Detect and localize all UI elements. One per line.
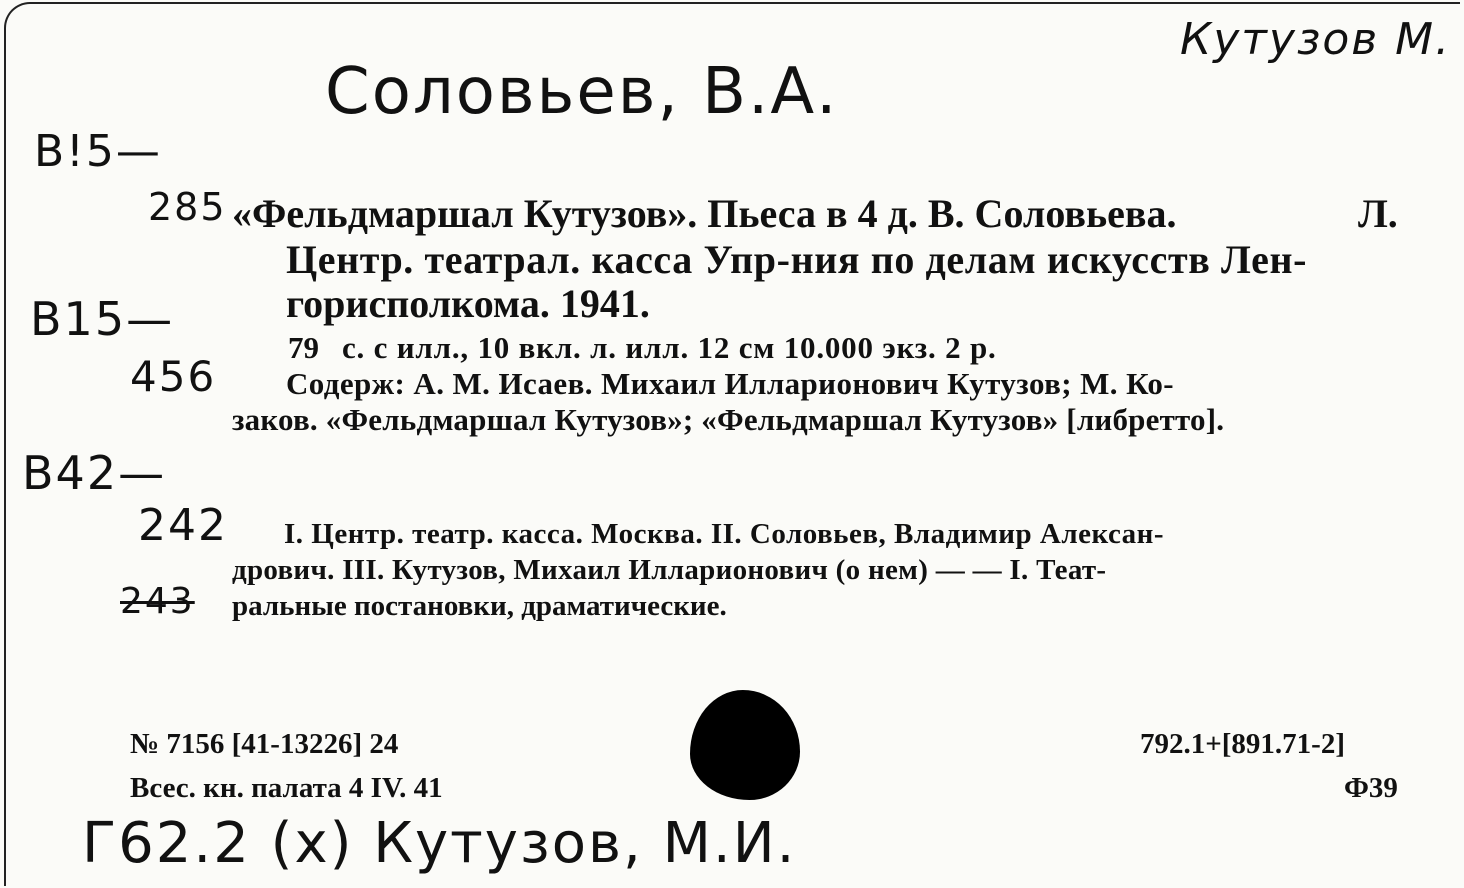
handwritten-code-3b: 242	[138, 500, 228, 551]
handwritten-code-1b: 285	[148, 185, 227, 229]
entry-line-5: Содерж: А. М. Исаев. Михаил Илларионович Кутузов; М. Ко-	[286, 366, 1175, 401]
handwritten-top-right: Кутузов М.	[1180, 14, 1452, 65]
entry-line-1: «Фельдмаршал Кутузов». Пьеса в 4 д. В. Соловьева.	[232, 191, 1177, 236]
footer-left-2: Всес. кн. палата 4 IV. 41	[130, 772, 443, 804]
entry-line-8: дрович. III. Кутузов, Михаил Илларионович (о нем) — — I. Теат-	[232, 554, 1107, 586]
handwritten-author: Соловьев, В.А.	[325, 55, 839, 129]
handwritten-code-3a: В42—	[22, 446, 167, 500]
handwritten-bottom-classification: Г62.2 (х) Кутузов, М.И.	[82, 811, 797, 876]
entry-line-4: с. с илл., 10 вкл. л. илл. 12 см 10.000 экз. 2 р.	[342, 330, 997, 365]
handwritten-code-3-struck: 243	[120, 581, 195, 622]
entry-line-7: I. Центр. театр. касса. Москва. II. Соловьев, Владимир Алексан-	[284, 518, 1165, 550]
handwritten-code-1a: В!5—	[34, 126, 162, 177]
handwritten-code-2a: В15—	[30, 292, 175, 346]
entry-line-9: ральные постановки, драматические.	[232, 590, 727, 622]
entry-line-3: горисполкома. 1941.	[286, 281, 650, 326]
entry-pages: 79	[288, 330, 319, 365]
footer-left-1: № 7156 [41-13226] 24	[130, 728, 399, 760]
footer-right-1: 792.1+[891.71-2]	[1140, 728, 1345, 760]
entry-line-1-end: Л.	[1358, 191, 1398, 236]
entry-line-2: Центр. театрал. касса Упр-ния по делам искусств Лен-	[286, 237, 1308, 282]
handwritten-code-2b: 456	[130, 352, 217, 401]
entry-line-6: заков. «Фельдмаршал Кутузов»; «Фельдмаршал Кутузов» [либретто].	[232, 402, 1225, 437]
punched-hole	[690, 690, 800, 800]
footer-right-2: Ф39	[1344, 772, 1398, 804]
